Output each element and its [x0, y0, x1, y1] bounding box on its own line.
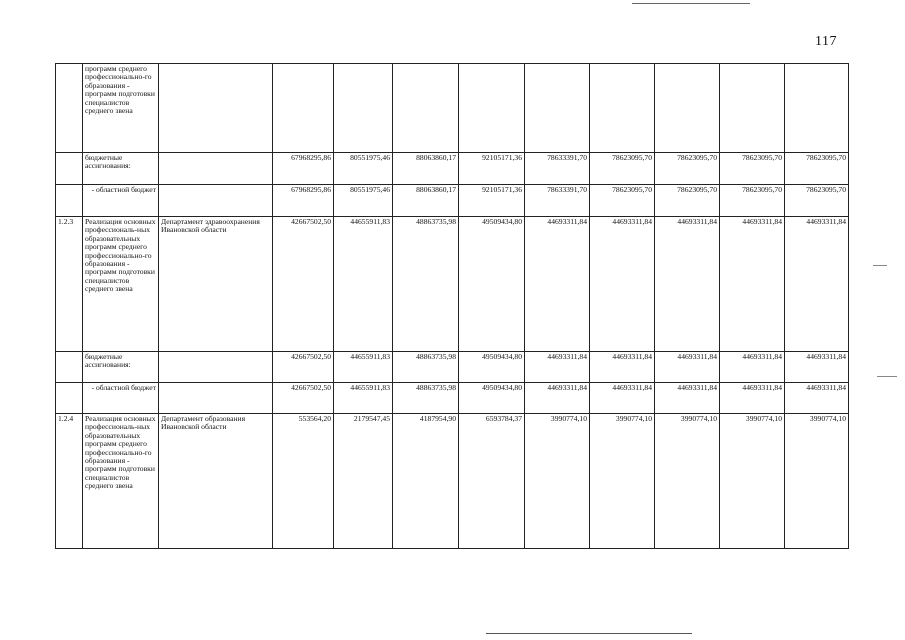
value-cell: 78623095,70 — [590, 185, 655, 217]
value-cell — [393, 64, 459, 153]
value-cell: 48863735,98 — [393, 352, 459, 383]
table-row — [56, 217, 849, 352]
value-cell: 44693311,84 — [655, 383, 720, 414]
value-cell: 78623095,70 — [590, 153, 655, 185]
row-name: - областной бюджет — [83, 383, 159, 414]
table-row — [56, 383, 849, 414]
value-cell: 78623095,70 — [720, 153, 785, 185]
value-cell: 44655911,83 — [334, 217, 393, 352]
value-cell: 78623095,70 — [655, 153, 720, 185]
value-cell — [525, 64, 590, 153]
value-cell — [655, 64, 720, 153]
value-cell: 44693311,84 — [785, 383, 849, 414]
table-row — [56, 185, 849, 217]
value-cell: 67968295,86 — [273, 185, 334, 217]
value-cell: 3990774,10 — [525, 414, 590, 549]
margin-mark — [877, 376, 897, 377]
value-cell: 44693311,84 — [655, 352, 720, 383]
value-cell: 92105171,36 — [459, 153, 525, 185]
value-cell: 44693311,84 — [785, 352, 849, 383]
table-row — [56, 64, 849, 153]
value-cell — [459, 64, 525, 153]
row-code — [56, 352, 83, 383]
bottom-rule — [486, 633, 692, 634]
value-cell — [720, 64, 785, 153]
value-cell: 78633391,70 — [525, 185, 590, 217]
value-cell: 553564,20 — [273, 414, 334, 549]
row-name: программ среднего профессионально-го образования - программ подготовки специалистов среднего звена — [83, 64, 159, 153]
value-cell: 92105171,36 — [459, 185, 525, 217]
row-name: бюджетные ассигнования: — [83, 352, 159, 383]
value-cell: 44693311,84 — [525, 217, 590, 352]
value-cell — [590, 64, 655, 153]
value-cell: 44693311,84 — [720, 383, 785, 414]
value-cell: 44693311,84 — [590, 352, 655, 383]
value-cell: 44693311,84 — [785, 217, 849, 352]
value-cell: 67968295,86 — [273, 153, 334, 185]
margin-mark — [873, 265, 887, 266]
value-cell: 78623095,70 — [655, 185, 720, 217]
value-cell: 78623095,70 — [720, 185, 785, 217]
value-cell: 44693311,84 — [720, 217, 785, 352]
row-executor — [159, 153, 273, 185]
row-executor — [159, 352, 273, 383]
top-rule — [632, 3, 750, 4]
table-body — [56, 64, 849, 549]
value-cell: 48863735,98 — [393, 383, 459, 414]
value-cell: 6593784,37 — [459, 414, 525, 549]
value-cell: 88063860,17 — [393, 153, 459, 185]
value-cell: 2179547,45 — [334, 414, 393, 549]
value-cell: 42667502,50 — [273, 383, 334, 414]
value-cell: 80551975,46 — [334, 153, 393, 185]
value-cell: 44693311,84 — [525, 352, 590, 383]
value-cell: 78633391,70 — [525, 153, 590, 185]
value-cell: 3990774,10 — [655, 414, 720, 549]
value-cell: 42667502,50 — [273, 352, 334, 383]
value-cell — [334, 64, 393, 153]
value-cell: 44693311,84 — [655, 217, 720, 352]
value-cell: 49509434,80 — [459, 352, 525, 383]
value-cell — [785, 64, 849, 153]
value-cell: 49509434,80 — [459, 383, 525, 414]
page-number: 117 — [815, 34, 837, 49]
row-code — [56, 383, 83, 414]
table-row — [56, 352, 849, 383]
row-executor: Департамент здравоохранения Ивановской области — [159, 217, 273, 352]
value-cell: 78623095,70 — [785, 185, 849, 217]
value-cell: 3990774,10 — [590, 414, 655, 549]
row-code — [56, 153, 83, 185]
row-name: Реализация основных профессиональ-ных образовательных программ среднего профессионально-го образования - программ подготовки специалистов среднего звена — [83, 217, 159, 352]
value-cell: 4187954,90 — [393, 414, 459, 549]
value-cell: 3990774,10 — [785, 414, 849, 549]
row-code — [56, 64, 83, 153]
row-executor — [159, 383, 273, 414]
table-row — [56, 414, 849, 549]
table-row — [56, 153, 849, 185]
row-name: Реализация основных профессиональ-ных образовательных программ среднего профессионально-го образования - программ подготовки специалистов среднего звена — [83, 414, 159, 549]
row-executor: Департамент образования Ивановской области — [159, 414, 273, 549]
value-cell: 44693311,84 — [590, 383, 655, 414]
value-cell: 44655911,83 — [334, 383, 393, 414]
row-code: 1.2.3 — [56, 217, 83, 352]
value-cell: 48863735,98 — [393, 217, 459, 352]
value-cell: 3990774,10 — [720, 414, 785, 549]
budget-table — [55, 63, 849, 549]
value-cell — [273, 64, 334, 153]
row-name: - областной бюджет — [83, 185, 159, 217]
value-cell: 49509434,80 — [459, 217, 525, 352]
value-cell: 44693311,84 — [590, 217, 655, 352]
value-cell: 44693311,84 — [720, 352, 785, 383]
value-cell: 88063860,17 — [393, 185, 459, 217]
row-name: бюджетные ассигнования: — [83, 153, 159, 185]
value-cell: 78623095,70 — [785, 153, 849, 185]
value-cell: 44693311,84 — [525, 383, 590, 414]
value-cell: 42667502,50 — [273, 217, 334, 352]
row-executor — [159, 185, 273, 217]
row-executor — [159, 64, 273, 153]
row-code — [56, 185, 83, 217]
value-cell: 80551975,46 — [334, 185, 393, 217]
row-code: 1.2.4 — [56, 414, 83, 549]
value-cell: 44655911,83 — [334, 352, 393, 383]
